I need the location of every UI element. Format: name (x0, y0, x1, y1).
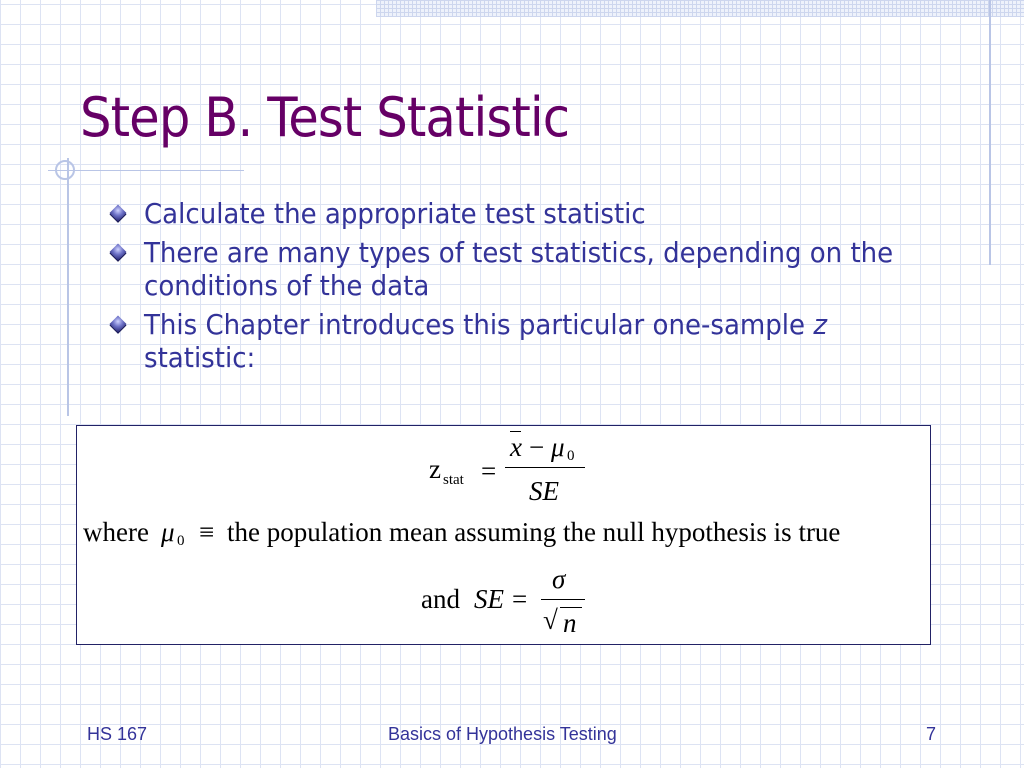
footer-topic: Basics of Hypothesis Testing (388, 724, 617, 744)
left-decorative-line (67, 158, 69, 416)
diamond-bullet-icon (110, 316, 127, 333)
fraction-bar (541, 599, 585, 600)
mu-symbol: μ (551, 432, 565, 462)
sqrt-symbol: √ (543, 605, 558, 635)
se-denominator: SE (529, 476, 559, 506)
crosshair-ornament-icon (55, 160, 75, 180)
diamond-bullet-icon (110, 244, 127, 261)
title-underline (48, 170, 244, 171)
bullet-item (108, 236, 968, 302)
bullet-text: Calculate the appropriate test statistic (144, 197, 646, 230)
diamond-bullet-icon (110, 205, 127, 222)
right-decorative-line (989, 0, 991, 265)
bullet-item (108, 308, 968, 374)
where-description: the population mean assuming the null hypothesis is true (227, 517, 841, 547)
bullet-text-part: This Chapter introduces this particular one-sample (144, 308, 814, 341)
and-label: and (421, 584, 460, 614)
equals-sign: = (512, 584, 528, 614)
xbar-symbol: x (510, 432, 522, 462)
bullet-item (108, 197, 968, 230)
z-variable: z (813, 308, 828, 341)
minus-sign: − (529, 432, 545, 462)
mu-symbol: μ (161, 517, 175, 547)
n-symbol: n (563, 608, 577, 638)
bullet-text-part: statistic: (144, 341, 256, 374)
se-symbol: SE (474, 584, 504, 614)
bullet-list (108, 197, 968, 380)
where-label: where (83, 517, 149, 547)
footer-page-number: 7 (926, 724, 937, 744)
stat-subscript: stat (443, 472, 464, 488)
mu-subscript: 0 (177, 533, 185, 549)
bullet-text (144, 308, 953, 374)
z-symbol: z (429, 454, 441, 484)
fraction-bar (505, 467, 585, 468)
equiv-sign: ≡ (199, 517, 215, 547)
mu-subscript: 0 (567, 448, 575, 464)
bullet-text: There are many types of test statistics, depending on the conditions of the data (144, 236, 894, 302)
footer-course: HS 167 (87, 724, 148, 744)
sigma-symbol: σ (552, 564, 566, 594)
formula-box (76, 425, 931, 645)
equals-sign: = (481, 456, 497, 486)
slide-title: Step B. Test Statistic (80, 86, 570, 149)
top-decorative-band (376, 0, 1024, 17)
